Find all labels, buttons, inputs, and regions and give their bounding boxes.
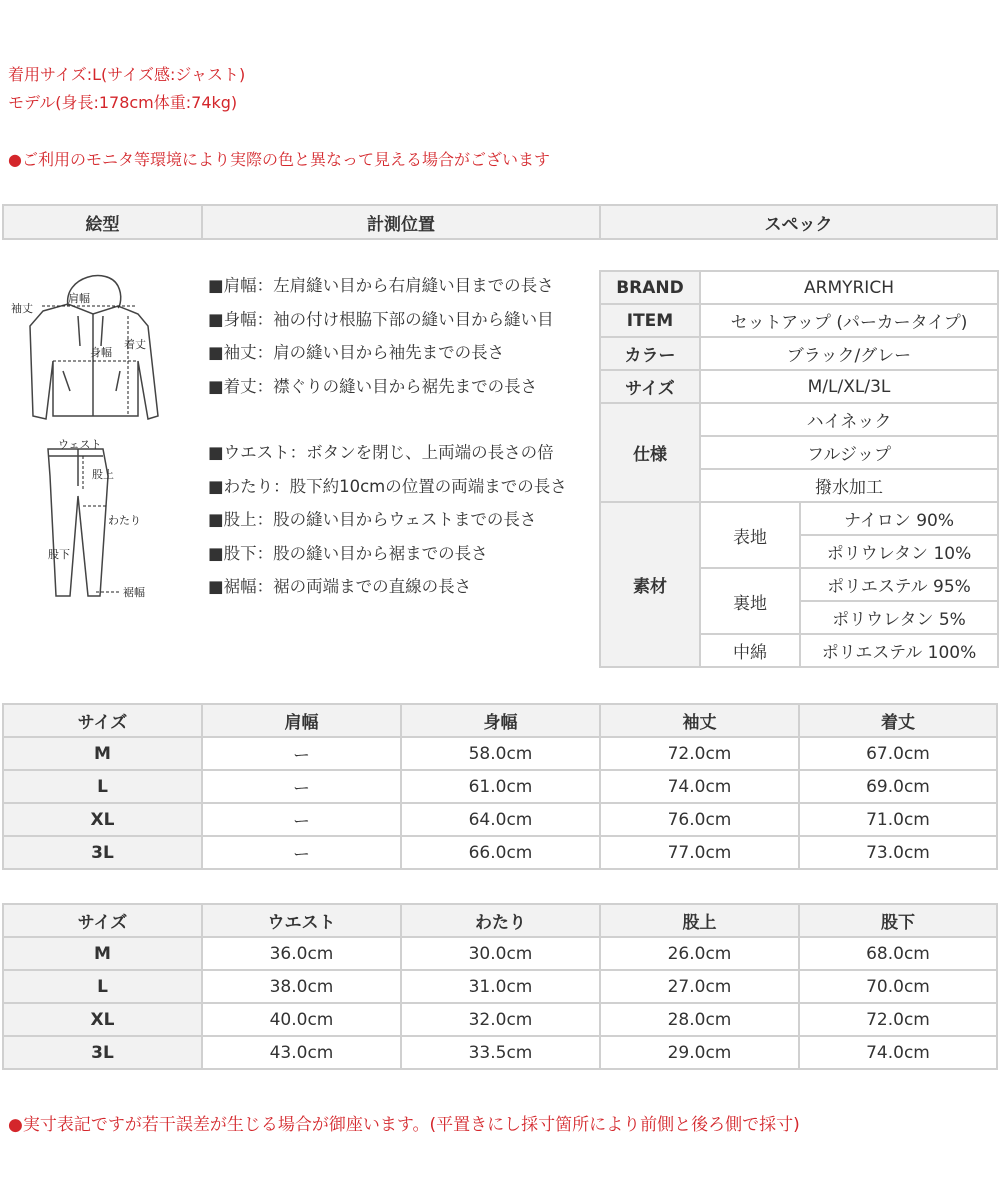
label-thigh: わたり <box>108 514 141 527</box>
size-cell: XL <box>3 1003 202 1036</box>
measure-sleeve: ■袖丈：肩の縫い目から袖先までの長さ <box>208 343 505 362</box>
size-cell: XL <box>3 803 202 836</box>
table-cell: 69.0cm <box>799 770 997 803</box>
sleeve-col-header: 袖丈 <box>600 704 799 737</box>
size-cell: 3L <box>3 1036 202 1069</box>
feature-item: フルジップ <box>700 436 998 469</box>
size-col-header: サイズ <box>3 904 202 937</box>
table-cell: 32.0cm <box>401 1003 600 1036</box>
table-row <box>3 970 997 1003</box>
label-sleeve: 袖丈 <box>11 302 33 315</box>
item-value: セットアップ (パーカータイプ) <box>700 304 998 337</box>
label-length: 着丈 <box>124 338 146 351</box>
table-cell: 70.0cm <box>799 970 997 1003</box>
measure-rise: ■股上：股の縫い目からウェストまでの長さ <box>208 510 537 529</box>
table-cell: 67.0cm <box>799 737 997 770</box>
measure-thigh: ■わたり：股下約10cmの位置の両端までの長さ <box>208 476 567 496</box>
table-cell: 68.0cm <box>799 937 997 970</box>
shoulder-col-header: 肩幅 <box>202 704 401 737</box>
table-row <box>3 1003 997 1036</box>
size-label: サイズ <box>600 370 700 403</box>
table-cell: 71.0cm <box>799 803 997 836</box>
size-cell: M <box>3 737 202 770</box>
table-cell: 29.0cm <box>600 1036 799 1069</box>
label-inseam: 股下 <box>48 548 70 561</box>
garment-diagram <box>8 266 168 606</box>
table-cell: 66.0cm <box>401 836 600 869</box>
pattern-header: 絵型 <box>3 205 202 239</box>
table-cell: 38.0cm <box>202 970 401 1003</box>
table-cell: 74.0cm <box>600 770 799 803</box>
table-cell: 64.0cm <box>401 803 600 836</box>
padding-material: ポリエステル 100% <box>800 634 998 667</box>
label-body-width: 身幅 <box>90 346 112 359</box>
table-cell: ー <box>202 836 401 869</box>
rise-col-header: 股上 <box>600 904 799 937</box>
table-row <box>3 1036 997 1069</box>
material-label: 素材 <box>600 502 700 667</box>
color-notice: ●ご利用のモニタ等環境により実際の色と異なって見える場合がございます <box>8 150 550 169</box>
size-cell: 3L <box>3 836 202 869</box>
table-cell: ー <box>202 737 401 770</box>
table-cell: 28.0cm <box>600 1003 799 1036</box>
length-col-header: 着丈 <box>799 704 997 737</box>
table-cell: 73.0cm <box>799 836 997 869</box>
color-value: ブラック/グレー <box>700 337 998 370</box>
measure-position-header: 計測位置 <box>202 205 600 239</box>
table-cell: 77.0cm <box>600 836 799 869</box>
thigh-col-header: わたり <box>401 904 600 937</box>
features-label: 仕様 <box>600 403 700 502</box>
measure-hem: ■裾幅：裾の両端までの直線の長さ <box>208 577 472 596</box>
measure-waist: ■ウエスト：ボタンを閉じ、上両端の長さの倍 <box>208 443 554 462</box>
body-width-col-header: 身幅 <box>401 704 600 737</box>
table-cell: 58.0cm <box>401 737 600 770</box>
measure-inseam: ■股下：股の縫い目から裾までの長さ <box>208 543 488 563</box>
outer-material: ポリウレタン 10% <box>800 535 998 568</box>
size-cell: L <box>3 770 202 803</box>
table-cell: 72.0cm <box>600 737 799 770</box>
size-worn-note: 着用サイズ:L(サイズ感:ジャスト) <box>8 65 246 84</box>
table-cell: 31.0cm <box>401 970 600 1003</box>
table-cell: 61.0cm <box>401 770 600 803</box>
padding-label: 中綿 <box>700 634 800 667</box>
size-cell: M <box>3 937 202 970</box>
spec-header: スペック <box>600 205 997 239</box>
item-label: ITEM <box>600 304 700 337</box>
table-cell: 72.0cm <box>799 1003 997 1036</box>
table-row <box>3 803 997 836</box>
table-row <box>3 737 997 770</box>
top-size-table <box>2 703 998 870</box>
table-cell: 43.0cm <box>202 1036 401 1069</box>
table-cell: 27.0cm <box>600 970 799 1003</box>
label-hem: 裾幅 <box>123 586 145 599</box>
table-cell: 74.0cm <box>799 1036 997 1069</box>
size-col-header: サイズ <box>3 704 202 737</box>
feature-item: 撥水加工 <box>700 469 998 502</box>
table-cell: 36.0cm <box>202 937 401 970</box>
table-cell: 76.0cm <box>600 803 799 836</box>
table-cell: ー <box>202 770 401 803</box>
brand-value: ARMYRICH <box>700 271 998 304</box>
measure-body-width: ■身幅：袖の付け根脇下部の縫い目から縫い目 <box>208 309 554 329</box>
table-cell: 30.0cm <box>401 937 600 970</box>
label-rise: 股上 <box>92 468 114 481</box>
bottom-size-table <box>2 903 998 1070</box>
table-row <box>3 836 997 869</box>
spec-table <box>599 270 999 668</box>
measure-shoulder: ■肩幅：左肩縫い目から右肩縫い目までの長さ <box>208 276 554 295</box>
table-cell: ー <box>202 803 401 836</box>
color-label: カラー <box>600 337 700 370</box>
lining-material: ポリウレタン 5% <box>800 601 998 634</box>
outer-label: 表地 <box>700 502 800 568</box>
table-cell: 40.0cm <box>202 1003 401 1036</box>
waist-col-header: ウエスト <box>202 904 401 937</box>
model-note: モデル(身長:178cm体重:74kg) <box>8 93 238 112</box>
lining-material: ポリエステル 95% <box>800 568 998 601</box>
lining-label: 裏地 <box>700 568 800 634</box>
outer-material: ナイロン 90% <box>800 502 998 535</box>
section-header <box>2 204 998 240</box>
table-cell: 33.5cm <box>401 1036 600 1069</box>
bottom-measurements <box>208 441 567 609</box>
brand-label: BRAND <box>600 271 700 304</box>
size-value: M/L/XL/3L <box>700 370 998 403</box>
inseam-col-header: 股下 <box>799 904 997 937</box>
table-cell: 26.0cm <box>600 937 799 970</box>
top-measurements <box>208 274 554 408</box>
label-waist: ウェスト <box>58 438 102 451</box>
size-cell: L <box>3 970 202 1003</box>
feature-item: ハイネック <box>700 403 998 436</box>
footer-notice: ●実寸表記ですが若干誤差が生じる場合が御座います。(平置きにし採寸箇所により前側と後ろ側で採寸) <box>8 1115 800 1135</box>
label-shoulder: 肩幅 <box>68 292 90 305</box>
table-row <box>3 937 997 970</box>
measure-length: ■着丈：襟ぐりの縫い目から裾先までの長さ <box>208 376 538 396</box>
table-row <box>3 770 997 803</box>
